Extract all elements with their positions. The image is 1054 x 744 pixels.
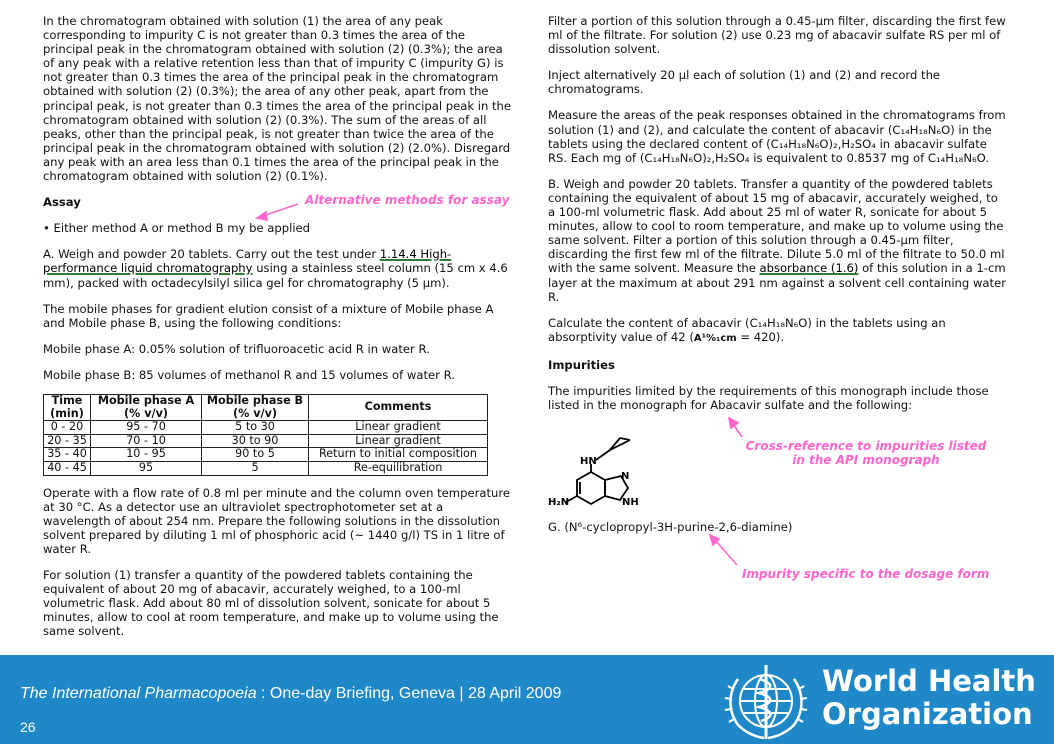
method-b-paragraph: B. Weigh and powder 20 tablets. Transfer a quantity of the powdered tablets containing the equivalent of about 15 mg of abacavir, accurately weighed, to a 100-ml volumetric flask. Add about 25 ml of water R, sonicate for about 5 minutes, allow to cool to room temperature, and make up to volume using the same solvent. Filter a portion of this solution through a 0.45-µm filter, discarding the first few ml of the filtrate. Dilute 5.0 ml of the filtrate to 50.0 ml with the same solvent. Measure the absorbance (1.6) of this solution in a 1-cm layer at the maximum at about 291 nm against a solvent cell containing water R. [548, 176, 1006, 304]
solution-1-paragraph: For solution (1) transfer a quantity of the powdered tablets containing the equivalent of about 20 mg of abacavir, accurately weighed, to a 100-ml volumetric flask. Add about 80 ml of dissolution solvent, sonicate for about 5 minutes, allow to cool at room temperature, and make up to volume using the same solvent. [43, 568, 499, 639]
measure-paragraph: Measure the areas of the peak responses obtained in the chromatograms from solution (1) and (2), and calculate the content of abacavir (C₁₄H₁₈N₆O) in the tablets using the declared content of (C₁₄H₁₈N₆O)₂,H₂SO₄ in abacavir sulfate RS. Each mg of (C₁₄H₁₈N₆O)₂,H₂SO₄ is equivalent to 0.8537 mg of C₁₄H₁₈N₆O. [548, 108, 1006, 165]
assay-bullet: • Either method A or method B my be applied [43, 221, 311, 236]
who-emblem-icon [716, 659, 816, 743]
absorbance-link[interactable]: absorbance (1.6) [759, 261, 859, 276]
who-wordmark: World Health Organization [822, 664, 1036, 731]
footer-title: The International Pharmacopoeia : One-day Briefing, Geneva | 28 April 2009 [20, 685, 562, 702]
mobile-phase-a: Mobile phase A: 0.05% solution of trifluoroacetic acid R in water R. [43, 341, 430, 356]
col-phase-b: Mobile phase B (% v/v) [202, 394, 309, 420]
svg-text:N: N [621, 471, 630, 482]
table-row: 20 - 35 70 - 10 30 to 90 Linear gradient [44, 434, 488, 448]
inject-paragraph: Inject alternatively 20 µl each of solution (1) and (2) and record the chromatograms. [548, 68, 941, 97]
svg-text:NH: NH [622, 497, 639, 508]
svg-text:H₂N: H₂N [548, 497, 570, 508]
table-row: 35 - 40 10 - 95 90 to 5 Return to initial composition [44, 448, 488, 462]
impurities-heading: Impurities [548, 357, 615, 372]
col-time: Time (min) [44, 394, 91, 420]
annotation-alternative-methods: Alternative methods for assay [305, 193, 510, 207]
calculate-paragraph: Calculate the content of abacavir (C₁₄H₁₈N₆O) in the tablets using an absorptivity value of 42 (A¹%₁cm = 420). [548, 315, 946, 344]
mobile-phase-intro: The mobile phases for gradient elution consist of a mixture of Mobile phase A and Mobile phase B, using the following conditions: [43, 301, 494, 330]
annotation-dosage-form-impurity: Impurity specific to the dosage form [742, 567, 990, 581]
hplc-link[interactable]: 1.14.4 High-performance liquid chromatography [43, 247, 452, 276]
filter-paragraph: Filter a portion of this solution through a 0.45-µm filter, discarding the first few ml of the filtrate. For solution (2) use 0.23 mg of abacavir sulfate RS per ml of dissolution solvent. [548, 14, 1006, 57]
annotation-cross-reference: Cross-reference to impurities listed in the API monograph [745, 439, 987, 467]
operate-paragraph: Operate with a flow rate of 0.8 ml per minute and the column oven temperature at 30 °C. As a detector use an ultraviolet spectrophotometer set at a wavelength of about 254 nm. Prepare the following solutions in the dissolution solvent prepared by diluting 1 ml of phosphoric acid (~ 1440 g/l) TS in 1 litre of water R. [43, 485, 510, 556]
col-comments: Comments [309, 394, 488, 420]
absorptivity-symbol: A¹%₁cm [693, 332, 737, 344]
table-row: 40 - 45 95 5 Re-equilibration [44, 461, 488, 475]
assay-heading: Assay [43, 195, 81, 210]
footer-bar [0, 655, 1054, 744]
col-phase-a: Mobile phase A (% v/v) [91, 394, 202, 420]
method-a-paragraph: A. Weigh and powder 20 tablets. Carry out the test under 1.14.4 High-performance liquid chromatography using a stainless steel column (15 cm x 4.6 mm), packed with octadecylsilyl silica gel for chromatography (5 µm). [43, 247, 508, 290]
impurity-g-label: G. (N⁶-cyclopropyl-3H-purine-2,6-diamine) [548, 520, 793, 534]
svg-text:HN: HN [580, 456, 597, 467]
impurity-limits-paragraph: In the chromatogram obtained with solution (1) the area of any peak corresponding to impurity C is not greater than 0.3 times the area of the principal peak in the chromatogram obtained with solution (2) (0.3%); the area of any peak with a relative retention less than that of impurity C (impurity G) is not greater than 0.3 times the area of the principal peak in the chromatogram obtained with solution (2) (0.3%); the area of any other peak, apart from the principal peak, is not greater than 0.3 times the area of the principal peak in the chromatogram obtained with solution (2) (0.3%). The sum of the areas of all peaks, other than the principal peak, is not greater than twice the area of the principal peak in the chromatogram obtained with solution (2) (2.0%). Disregard any peak with an area less than 0.1 times the area of the principal peak in the chromatogram obtained with solution (2) (0.1%). [43, 14, 512, 184]
table-row: 0 - 20 95 - 70 5 to 30 Linear gradient [44, 421, 488, 435]
page-number: 26 [20, 719, 36, 735]
mobile-phase-b: Mobile phase B: 85 volumes of methanol R and 15 volumes of water R. [43, 367, 455, 382]
impurities-paragraph: The impurities limited by the requirements of this monograph include those listed in the monograph for Abacavir sulfate and the following: [548, 383, 989, 413]
